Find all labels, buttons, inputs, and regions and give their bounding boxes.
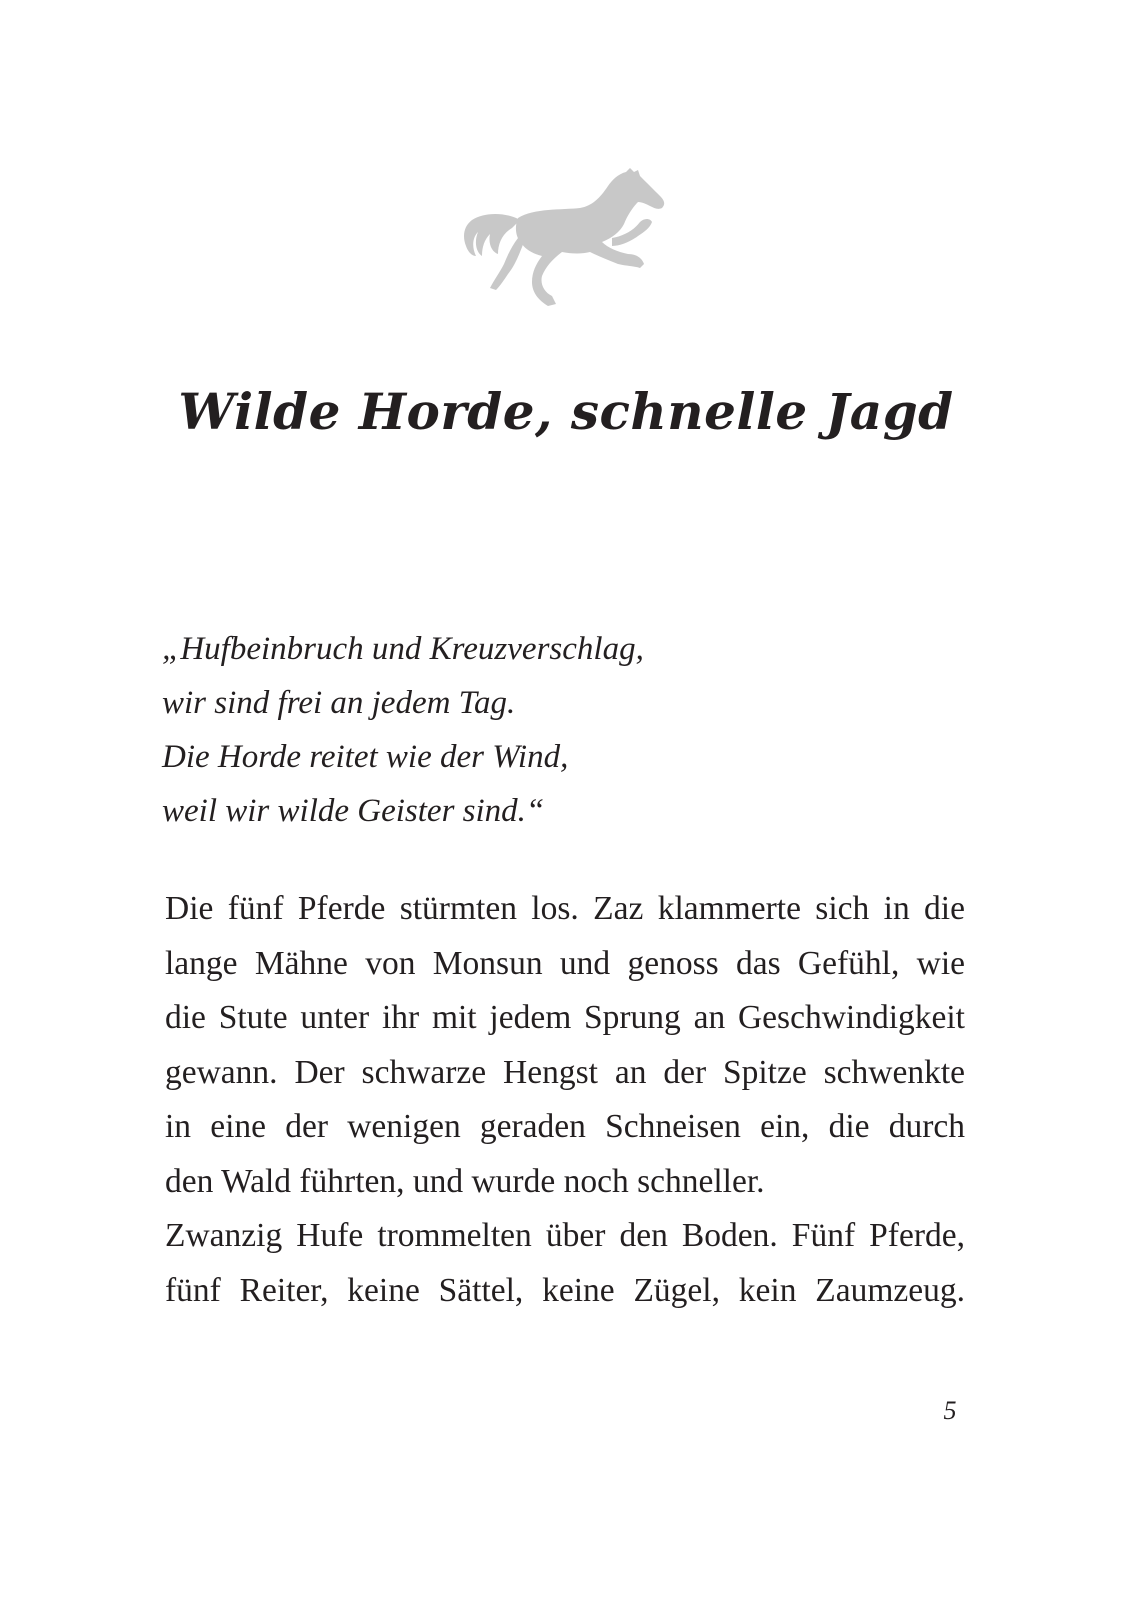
poem-line: Die Horde reitet wie der Wind,: [162, 739, 569, 775]
text-line: gewann. Der schwarze Hengst an der Spitze schwenkte: [165, 1053, 965, 1091]
text-line: Die fünf Pferde stürmten los. Zaz klammerte sich in die: [165, 890, 965, 927]
body-text: [165, 882, 965, 1318]
chapter-title: Wilde Horde, schnelle Jagd: [178, 382, 954, 441]
text-line: Zwanzig Hufe trommelten über den Boden. Fünf Pferde,: [165, 1217, 965, 1254]
text-line: in eine der wenigen geraden Schneisen ein, die durch: [165, 1108, 965, 1145]
text-line: den Wald führten, und wurde noch schneller.: [165, 1162, 765, 1200]
poem-line: „Hufbeinbruch und Kreuzverschlag,: [162, 631, 644, 667]
poem-epigraph: [162, 622, 962, 838]
text-line: die Stute unter ihr mit jedem Sprung an Geschwindigkeit: [165, 999, 965, 1036]
page-number: 5: [943, 1396, 957, 1425]
text-line: lange Mähne von Monsun und genoss das Gefühl, wie: [165, 944, 965, 982]
poem-line: weil wir wilde Geister sind.“: [162, 793, 545, 829]
text-line: fünf Reiter, keine Sättel, keine Zügel, kein Zaumzeug.: [165, 1271, 965, 1309]
poem-line: wir sind frei an jedem Tag.: [162, 685, 516, 721]
galloping-horse-icon: [462, 168, 670, 308]
